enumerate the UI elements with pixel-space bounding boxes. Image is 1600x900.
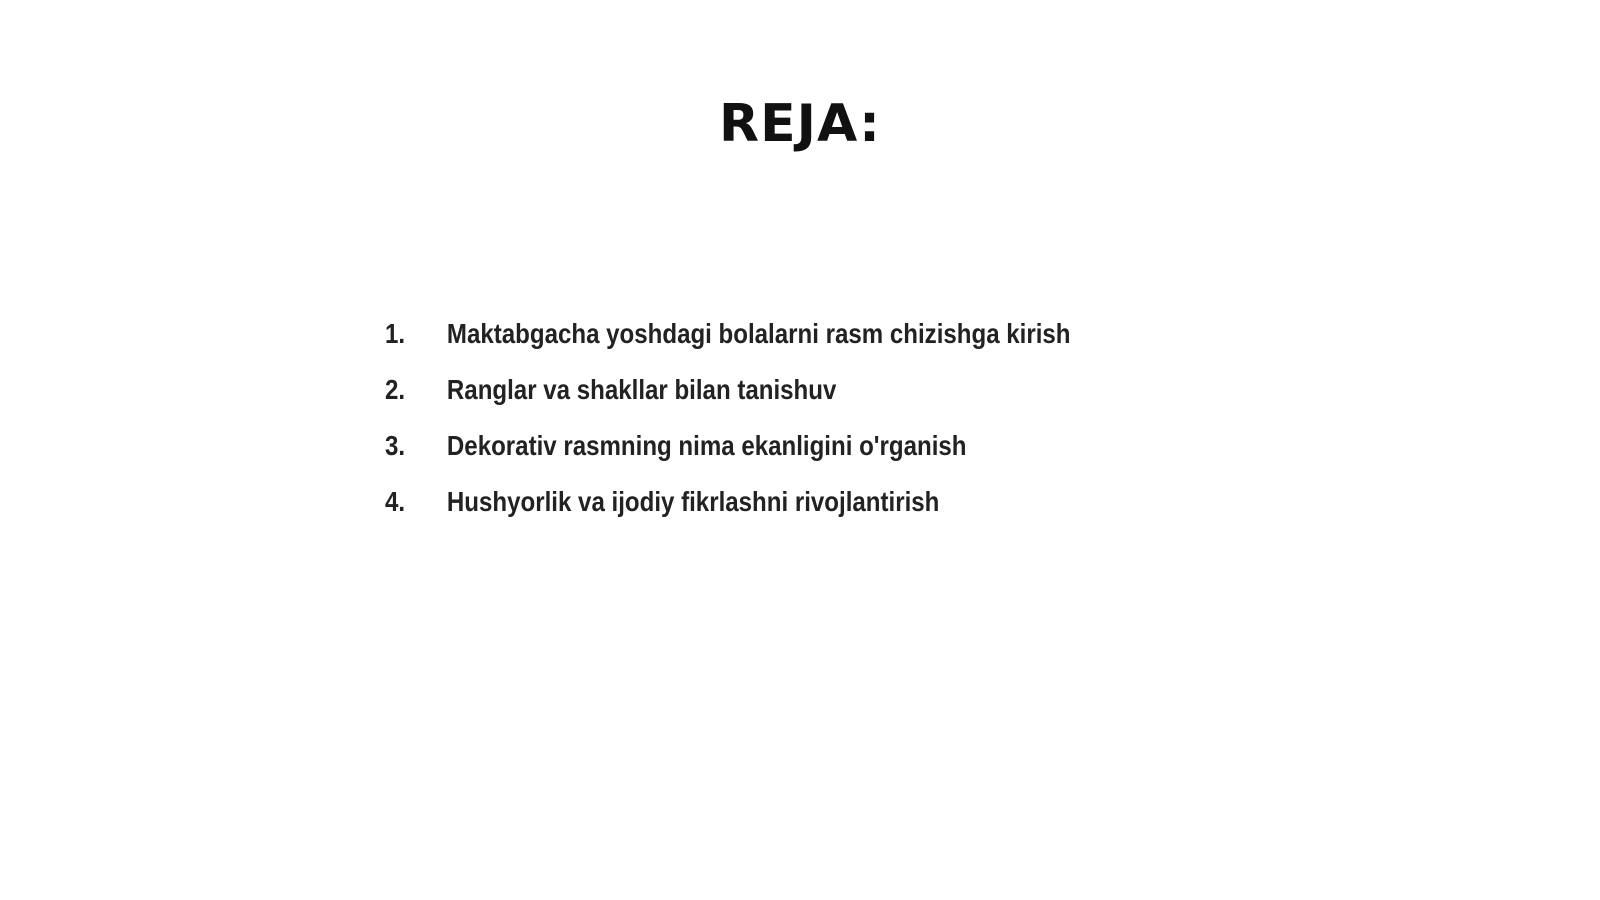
slide-title: REJA: — [719, 94, 881, 154]
plan-item — [385, 374, 1071, 430]
plan-item-text: Dekorativ rasmning nima ekanligini o'rganish — [446, 430, 967, 461]
plan-item-number: 4. — [385, 486, 406, 517]
plan-item-number: 2. — [385, 374, 406, 405]
plan-item-number: 1. — [385, 318, 406, 349]
plan-item-text: Ranglar va shakllar bilan tanishuv — [446, 374, 837, 405]
plan-item — [385, 430, 1071, 486]
plan-item-text: Hushyorlik va ijodiy fikrlashni rivojlantirish — [446, 486, 940, 517]
plan-item-text: Maktabgacha yoshdagi bolalarni rasm chizishga kirish — [446, 318, 1071, 349]
plan-item — [385, 486, 1071, 542]
plan-list — [385, 318, 1182, 542]
plan-item-number: 3. — [385, 430, 406, 461]
plan-item — [385, 318, 1071, 374]
